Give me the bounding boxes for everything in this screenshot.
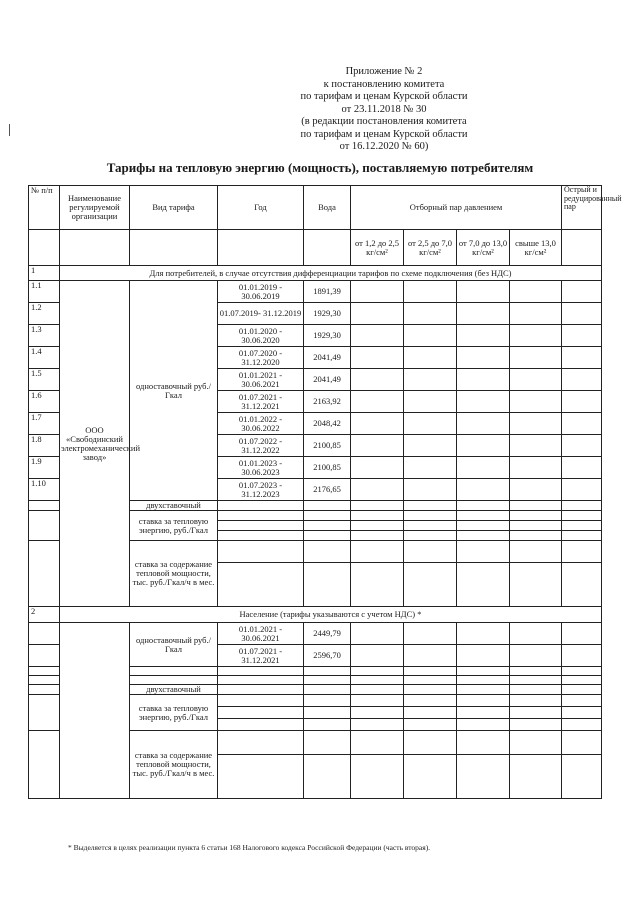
appendix-line: от 16.12.2020 № 60)	[339, 141, 429, 152]
margin-mark	[9, 124, 10, 136]
water-cell: 1929,30	[304, 325, 351, 347]
period-cell: 01.07.2021 - 31.12.2021	[218, 391, 304, 413]
section1-num: 1	[29, 266, 60, 281]
capacity-rate-label: ставка за содержание тепловой мощности, тыс. руб./Гкал/ч в мес.	[130, 731, 218, 799]
water-cell: 2100,85	[304, 435, 351, 457]
section2-title: Население (тарифы указываются с учетом НДС) *	[60, 607, 602, 623]
tariff-table	[28, 185, 622, 799]
header-tariff-type: Вид тарифа	[130, 186, 218, 230]
appendix-line: по тарифам и ценам Курской области	[300, 128, 468, 140]
row-num: 1.6	[29, 391, 60, 413]
one-rate-label: одноставочный руб./Гкал	[130, 281, 218, 501]
appendix-line: (в редакции постановления комитета	[301, 116, 467, 127]
period-cell: 01.01.2021 - 30.06.2021	[218, 369, 304, 391]
row-num: 1.1	[29, 281, 60, 303]
org-name: ООО «Свободинский электромеханический завод»	[60, 281, 130, 607]
section1-row	[29, 266, 602, 281]
water-cell: 2449,79	[304, 623, 351, 645]
energy-rate-label: ставка за тепловую энергию, руб./Гкал	[130, 511, 218, 541]
period-cell: 01.01.2019 - 30.06.2019	[218, 281, 304, 303]
section2-num: 2	[29, 607, 60, 623]
period-cell: 01.01.2023 - 30.06.2023	[218, 457, 304, 479]
document-title: Тарифы на тепловую энергию (мощность), поставляемую потребителям	[106, 160, 534, 175]
header-steam: Отборный пар давлением	[351, 186, 562, 230]
water-cell: 1891,39	[304, 281, 351, 303]
header-num: № п/п	[29, 186, 60, 230]
period-cell: 01.07.2019- 31.12.2019	[218, 303, 304, 325]
section2-row	[29, 607, 602, 623]
appendix-note	[224, 66, 544, 154]
appendix-line: по тарифам и ценам Курской области	[300, 91, 468, 102]
tariff-table-body	[29, 185, 622, 799]
period-cell: 01.01.2022 - 30.06.2022	[218, 413, 304, 435]
header-pressure-2: от 2,5 до 7,0 кг/см²	[404, 230, 457, 266]
energy-rate-label: ставка за тепловую энергию, руб./Гкал	[130, 695, 218, 731]
row-num: 1.10	[29, 479, 60, 501]
table-row	[29, 281, 602, 303]
water-cell: 2163,92	[304, 391, 351, 413]
header-pressure-1: от 1,2 до 2,5 кг/см²	[351, 230, 404, 266]
row-num: 1.4	[29, 347, 60, 369]
footnote: * Выделяется в целях реализации пункта 6 статьи 168 Налогового кодекса Российской Федерации (часть вторая).	[68, 843, 431, 852]
two-rate-label: двухставочный	[130, 685, 218, 695]
header-org: Наименование регулируемой организации	[60, 186, 130, 230]
period-cell: 01.07.2021 - 31.12.2021	[218, 645, 304, 667]
header-year: Год	[218, 186, 304, 230]
period-cell: 01.07.2022 - 31.12.2022	[218, 435, 304, 457]
row-num: 1.2	[29, 303, 60, 325]
one-rate-label: одноставочный руб./Гкал	[130, 623, 218, 667]
water-cell: 2048,42	[304, 413, 351, 435]
water-cell: 2176,65	[304, 479, 351, 501]
header-sharp-steam: Острый и редуцированный пар	[562, 186, 602, 230]
water-cell: 2041,49	[304, 347, 351, 369]
section1-title: Для потребителей, в случае отсутствия дифференциации тарифов по схеме подключения (без НДС)	[60, 266, 602, 281]
water-cell: 1929,30	[304, 303, 351, 325]
period-cell: 01.07.2020 - 31.12.2020	[218, 347, 304, 369]
two-rate-label: двухставочный	[130, 501, 218, 511]
period-cell: 01.01.2021 - 30.06.2021	[218, 623, 304, 645]
period-cell: 01.07.2023 - 31.12.2023	[218, 479, 304, 501]
period-cell: 01.01.2020 - 30.06.2020	[218, 325, 304, 347]
row-num: 1.9	[29, 457, 60, 479]
water-cell: 2596,70	[304, 645, 351, 667]
water-cell: 2041,49	[304, 369, 351, 391]
header-row	[29, 186, 602, 230]
header-pressure-3: от 7,0 до 13,0 кг/см²	[457, 230, 510, 266]
capacity-rate-label: ставка за содержание тепловой мощности, тыс. руб./Гкал/ч в мес.	[130, 541, 218, 607]
water-cell: 2100,85	[304, 457, 351, 479]
header-pressure-4: свыше 13,0 кг/см²	[510, 230, 562, 266]
appendix-line: от 23.11.2018 № 30	[341, 103, 427, 115]
appendix-line: Приложение № 2	[345, 66, 423, 77]
row-num: 1.8	[29, 435, 60, 457]
row-num: 1.3	[29, 325, 60, 347]
header-subrow	[29, 230, 602, 266]
header-water: Вода	[304, 186, 351, 230]
table-row	[29, 623, 602, 645]
row-num: 1.7	[29, 413, 60, 435]
row-num: 1.5	[29, 369, 60, 391]
appendix-line: к постановлению комитета	[323, 78, 445, 90]
